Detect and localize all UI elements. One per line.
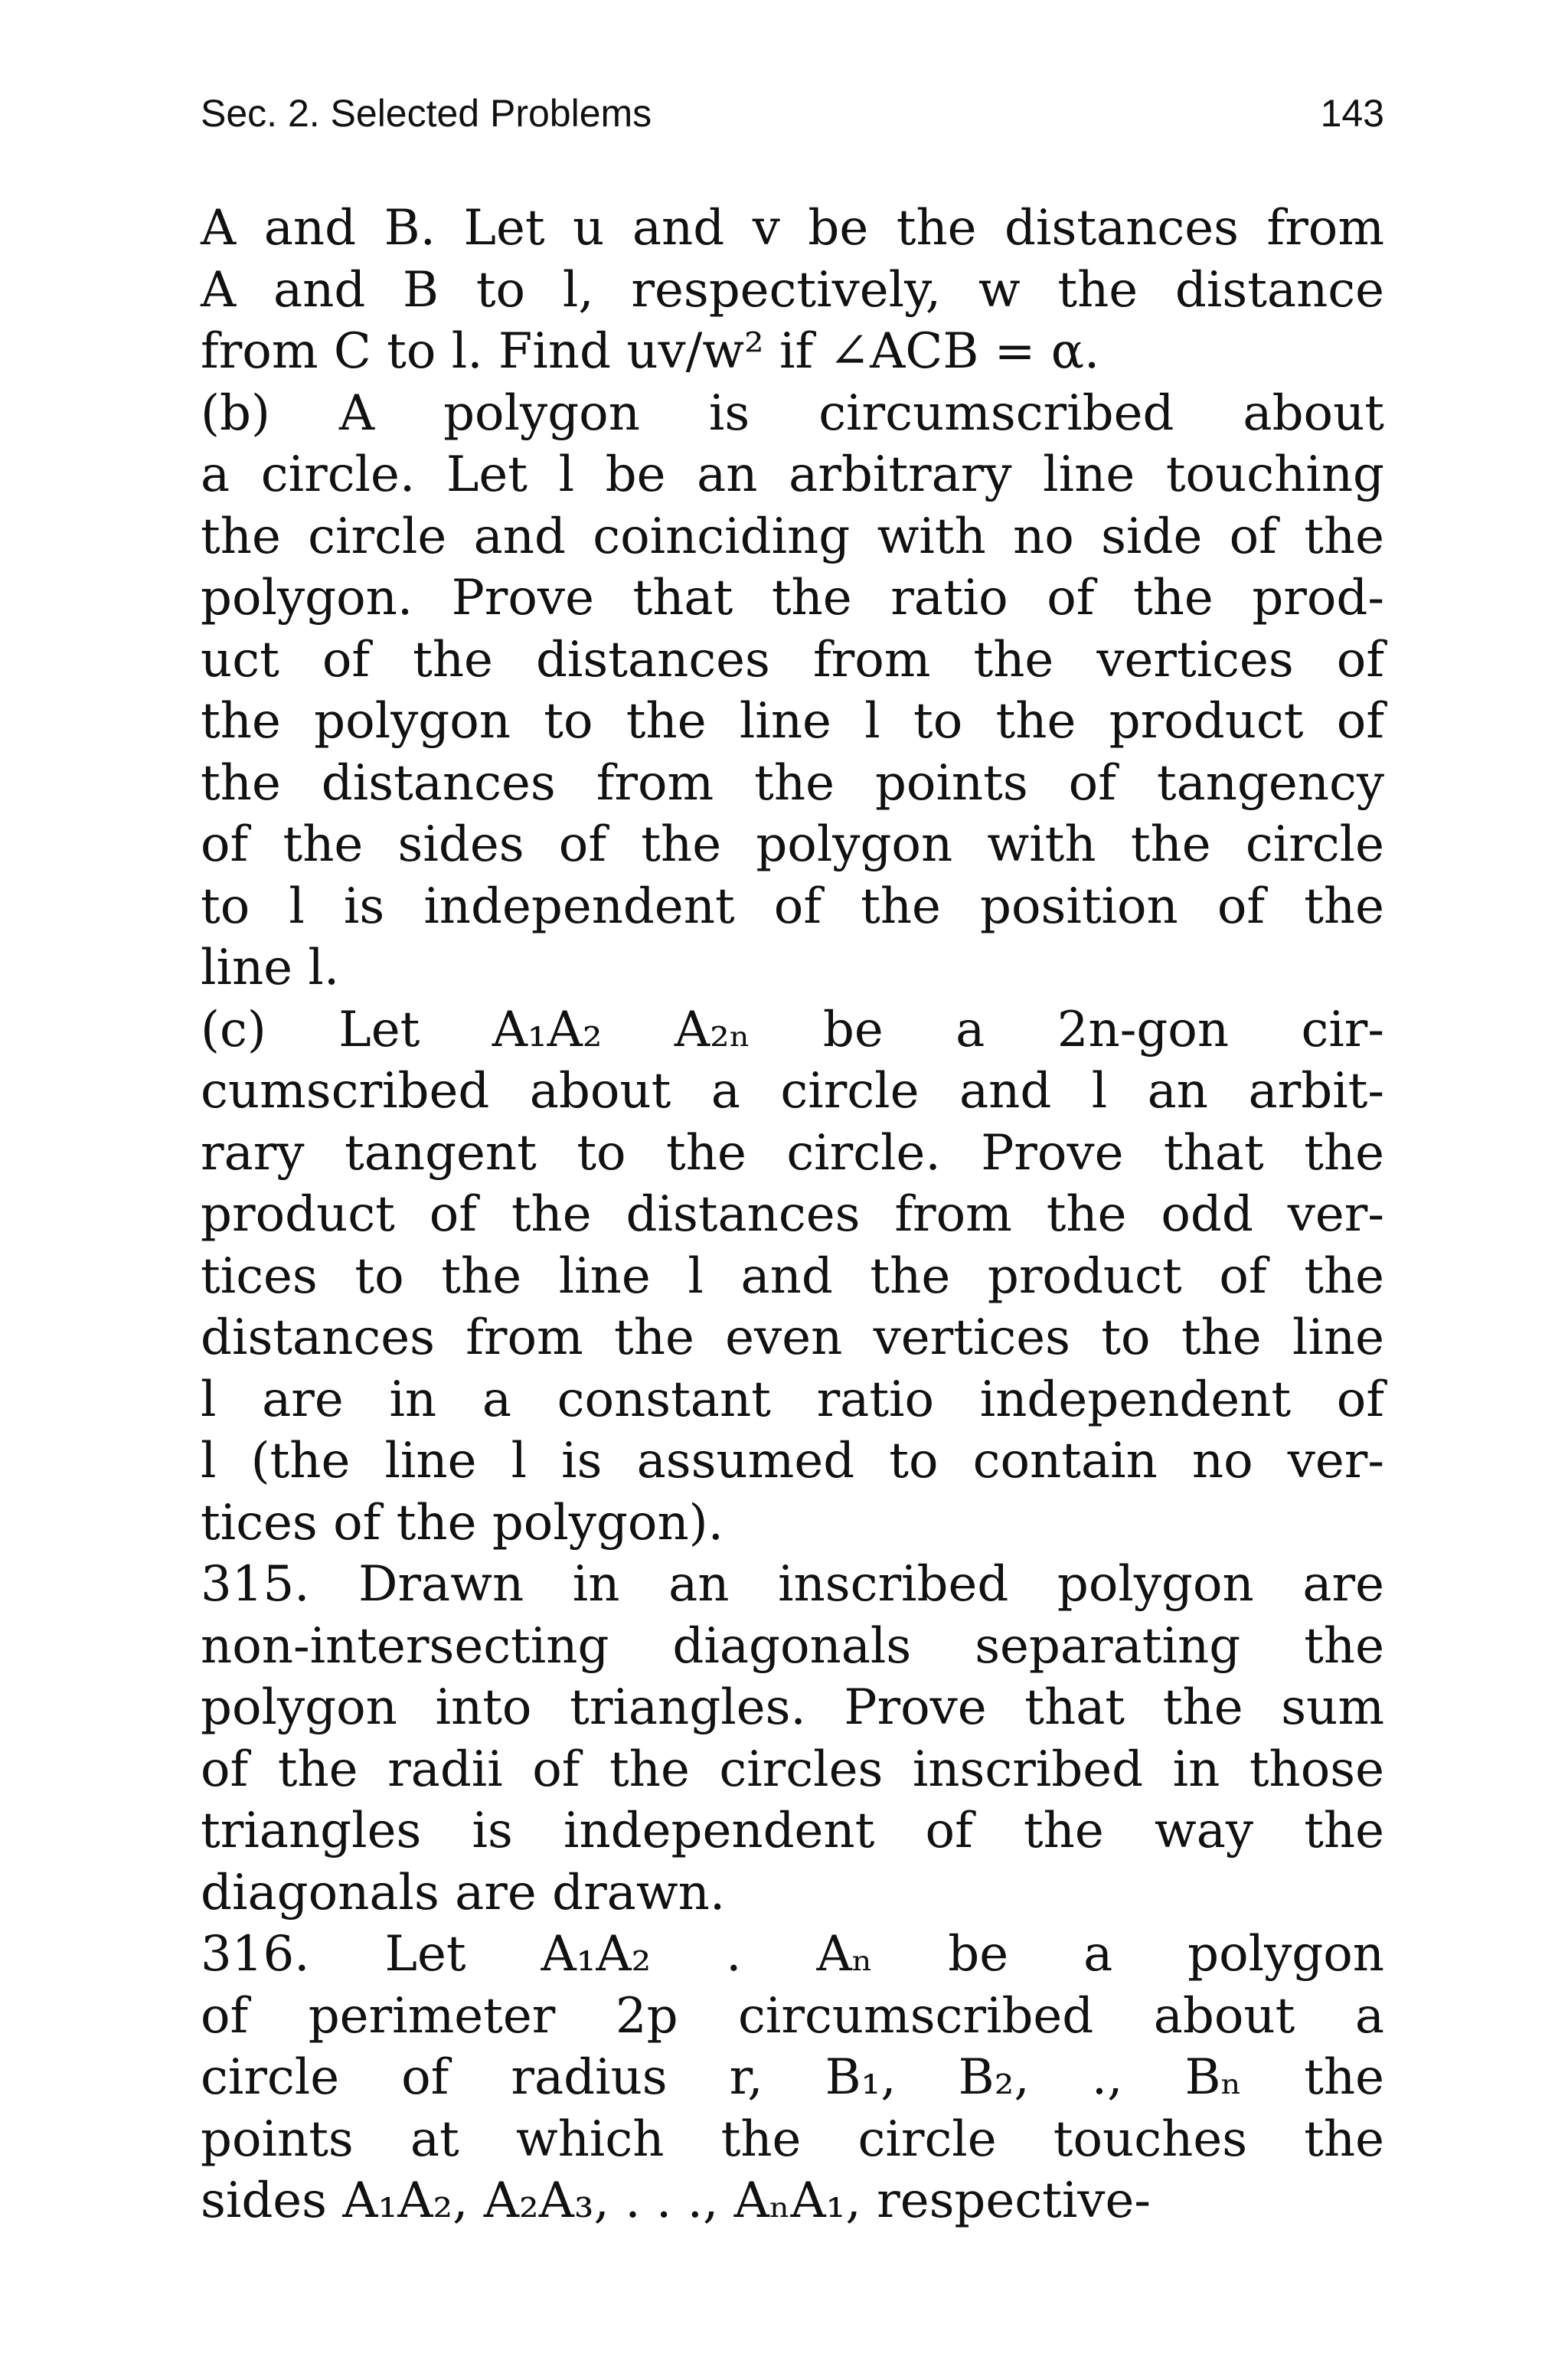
text-line: distances from the even vertices to the line [201,1309,1384,1366]
text-line: of the radii of the circles inscribed in those [201,1741,1384,1798]
text-line: A and B. Let u and v be the distances from [201,200,1384,257]
text-line: to l is independent of the position of the [201,878,1384,935]
text-line: sides A₁A₂, A₂A₃, . . ., AₙA₁, respective- [201,2172,1151,2229]
text-line: 316. Let A₁A₂ . Aₙ be a polygon [201,1926,1384,1983]
text-line: of perimeter 2p circumscribed about a [201,1987,1384,2045]
text-line: circle of radius r, B₁, B₂, ., Bₙ the [201,2049,1384,2106]
text-line: the distances from the points of tangency [201,754,1384,812]
text-line: a circle. Let l be an arbitrary line touching [201,446,1384,503]
text-line: rary tangent to the circle. Prove that the [201,1124,1384,1182]
section-title: Sec. 2. Selected Problems [201,92,652,135]
text-line: l (the line l is assumed to contain no ver- [201,1433,1384,1489]
running-header [201,83,1384,144]
text-line: from C to l. Find uv/w² if ∠ACB = α. [201,323,1100,380]
text-line: uct of the distances from the vertices of [201,631,1384,688]
page-body [201,198,1384,2232]
text-line: 315. Drawn in an inscribed polygon are [201,1556,1384,1613]
text-line: triangles is independent of the way the [201,1803,1384,1859]
page-number: 143 [1320,92,1384,135]
text-line: l are in a constant ratio independent of [201,1371,1384,1428]
text-line: cumscribed about a circle and l an arbit- [201,1063,1384,1120]
text-line: the circle and coinciding with no side of the [201,508,1384,565]
text-line: diagonals are drawn. [201,1864,726,1921]
text-line: the polygon to the line l to the product of [201,693,1384,750]
text-line: tices of the polygon). [201,1494,724,1551]
text-line: product of the distances from the odd ver- [201,1186,1384,1243]
text-line: tices to the line l and the product of the [201,1247,1384,1305]
text-line: A and B to l, respectively, w the distance [201,261,1384,319]
text-line: points at which the circle touches the [201,2110,1384,2168]
text-line: polygon. Prove that the ratio of the prod- [201,570,1384,626]
text-line: polygon into triangles. Prove that the sum [201,1679,1384,1736]
text-line: (c) Let A₁A₂ A₂ₙ be a 2n-gon cir- [201,1001,1384,1058]
text-line: line l. [201,940,340,996]
text-line: non-intersecting diagonals separating the [201,1617,1384,1675]
text-line: (b) A polygon is circumscribed about [201,384,1384,442]
text-line: of the sides of the polygon with the circle [201,816,1384,873]
